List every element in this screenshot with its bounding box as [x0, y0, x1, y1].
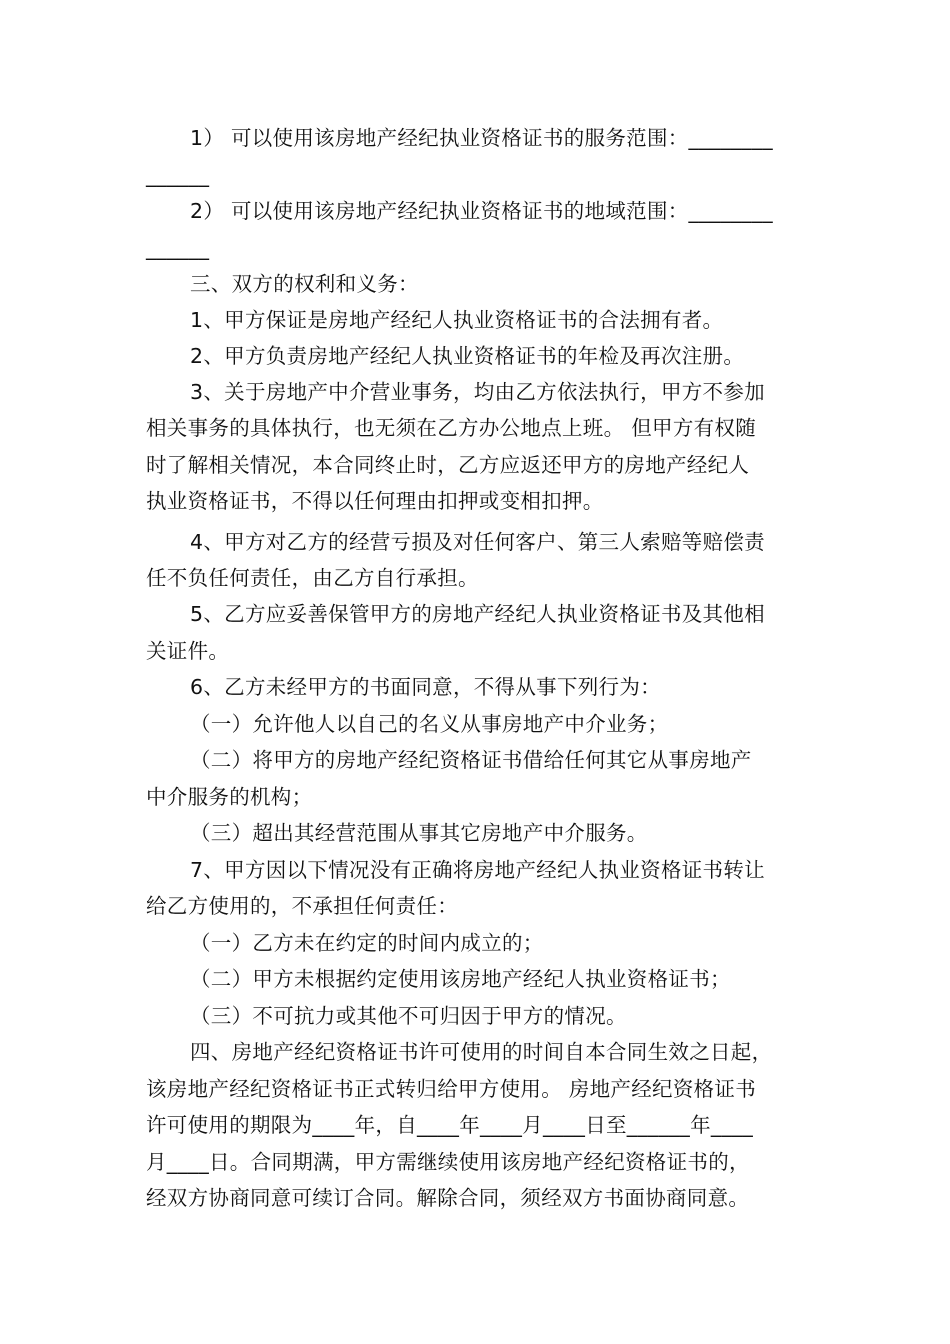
- text-line: 许可使用的期限为____年，自____年____月____日至______年____: [146, 1113, 754, 1137]
- text-line: （三）不可抗力或其他不可归因于甲方的情况。: [190, 1004, 627, 1028]
- section-heading: 四、房地产经纪资格证书许可使用的时间自本合同生效之日起，: [190, 1040, 773, 1064]
- section-heading: 三、双方的权利和义务：: [190, 272, 419, 296]
- text-line: （一）乙方未在约定的时间内成立的；: [190, 931, 544, 955]
- text-line: （二）将甲方的房地产经纪资格证书借给任何其它从事房地产: [190, 748, 752, 772]
- text-line: 6、乙方未经甲方的书面同意，不得从事下列行为：: [190, 675, 661, 699]
- text-line: ______: [146, 236, 210, 260]
- text-line: 5、乙方应妥善保管甲方的房地产经纪人执业资格证书及其他相: [190, 602, 765, 626]
- text-line: ______: [146, 163, 210, 187]
- text-line: （一）允许他人以自己的名义从事房地产中介业务；: [190, 712, 669, 736]
- text-line: 相关事务的具体执行，也无须在乙方办公地点上班。 但甲方有权随: [146, 416, 757, 440]
- text-line: （二）甲方未根据约定使用该房地产经纪人执业资格证书；: [190, 967, 731, 991]
- text-line: 月____日。合同期满，甲方需继续使用该房地产经纪资格证书的，: [146, 1150, 750, 1174]
- text-line: 任不负任何责任，由乙方自行承担。: [146, 566, 479, 590]
- text-line: 执业资格证书，不得以任何理由扣押或变相扣押。: [146, 489, 604, 513]
- text-line: 1、甲方保证是房地产经纪人执业资格证书的合法拥有者。: [190, 308, 724, 332]
- text-line: 2） 可以使用该房地产经纪执业资格证书的地域范围：________: [190, 199, 773, 223]
- text-line: 该房地产经纪资格证书正式转归给甲方使用。 房地产经纪资格证书: [146, 1077, 757, 1101]
- text-line: （三）超出其经营范围从事其它房地产中介服务。: [190, 821, 648, 845]
- text-line: 7、甲方因以下情况没有正确将房地产经纪人执业资格证书转让: [190, 858, 765, 882]
- text-line: 2、甲方负责房地产经纪人执业资格证书的年检及再次注册。: [190, 344, 745, 368]
- text-line: 给乙方使用的，不承担任何责任：: [146, 894, 458, 918]
- text-line: 3、关于房地产中介营业事务，均由乙方依法执行，甲方不参加: [190, 380, 765, 404]
- text-line: 4、甲方对乙方的经营亏损及对任何客户、第三人索赔等赔偿责: [190, 530, 765, 554]
- text-line: 关证件。: [146, 639, 230, 663]
- text-line: 经双方协商同意可续订合同。解除合同，须经双方书面协商同意。: [146, 1186, 750, 1210]
- text-line: 1） 可以使用该房地产经纪执业资格证书的服务范围：________: [190, 126, 773, 150]
- text-line: 时了解相关情况，本合同终止时，乙方应返还甲方的房地产经纪人: [146, 453, 750, 477]
- text-line: 中介服务的机构；: [146, 785, 313, 809]
